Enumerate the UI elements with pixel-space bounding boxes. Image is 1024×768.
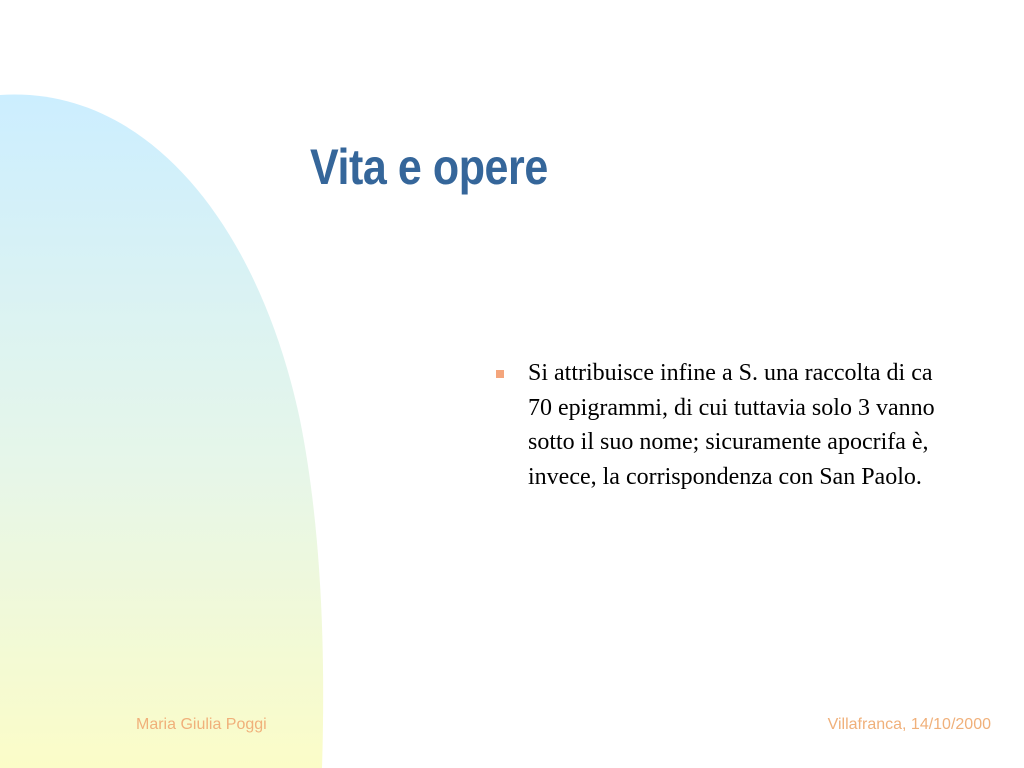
bullet-text: Si attribuisce infine a S. una raccolta di ca 70 epigrammi, di cui tuttavia solo 3 vanno sotto il suo nome; sicuramente apocrifa è, invece, la corrispondenza con San Paolo. xyxy=(528,360,935,490)
footer-place-date: Villafranca, 14/10/2000 xyxy=(827,716,991,733)
decorative-gradient-arc xyxy=(0,0,340,768)
slide-title: Vita e opere xyxy=(310,139,548,195)
footer-author: Maria Giulia Poggi xyxy=(136,716,267,733)
square-bullet-icon xyxy=(496,370,504,378)
bullet-item xyxy=(496,356,946,494)
